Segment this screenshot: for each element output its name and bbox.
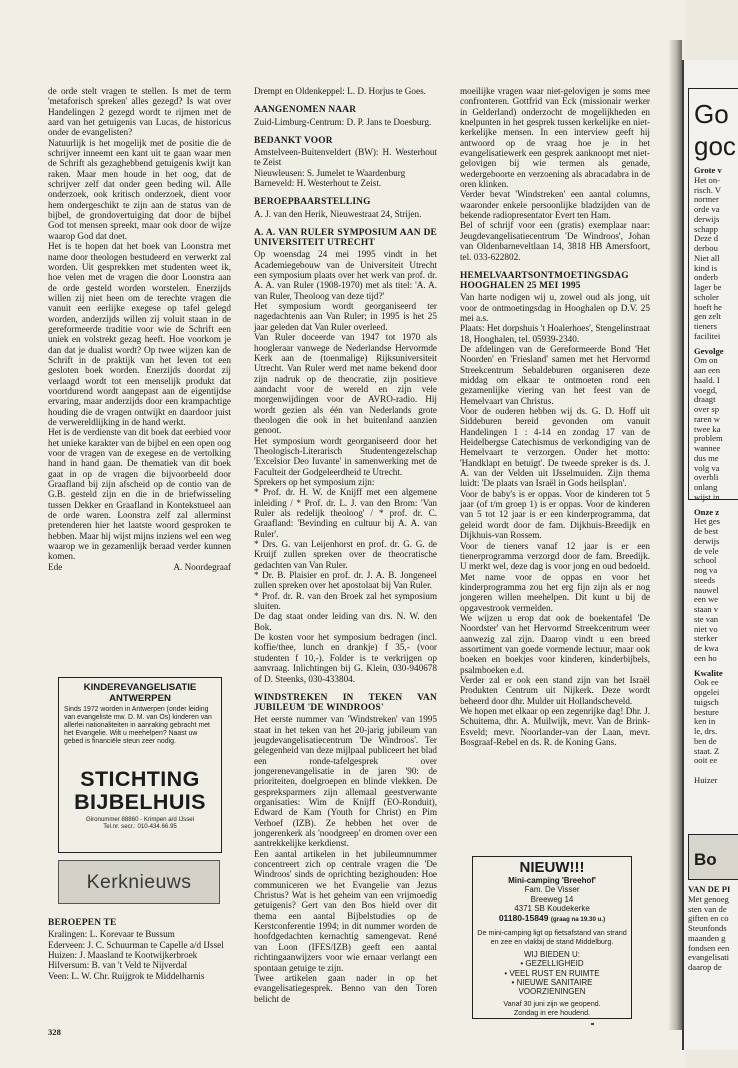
article-signature [48,562,231,572]
adjacent-line: gen zelt [694,311,721,322]
section-line: Een aantal artikelen in het jubileumnummer concentreert zich op centrale vragen die 'De Windroos' sinds de oprichting bezighouden: Hoe communiceren we het Evangelie van Jezus Christus? Wat is het geheim van een vrijmoedig getuigenis? Gert van den Bos hield over dit thema een aantal Bijbelstudies op de Kerstconferentie 1994; in dit nummer worden de hoofdgedachten kernachtig samengevat. René van Loon (IFES/IZB) geeft een aantal richtingaanwijzers voor wie ernaar verlangt een spontaan getuige te zijn. [254,848,437,973]
adjacent-subhead: Kwalite [694,667,723,678]
article-paragraph: Voor de ouderen hebben wij ds. G. D. Hoff uit Siddeburen bereid gevonden om vanuit Handelingen 1 : 4-14 en zondag 17 van de Heidelbergse Catechismus de verkondiging van de Hemelvaart te verzorgen. Onder het motto: 'Handklapt en betuigt'. De tweede spreker is ds. J. A. van der Velden uit IJsselmuiden. Zijn thema luidt: 'De plaats van Israël in Gods heilsplan'. [460,406,650,489]
ad-title-line2: ANTWERPEN [109,693,171,704]
page-number: 328 [48,1027,61,1037]
article-paragraph: Van harte nodigen wij u, zowel oud als jong, uit voor de ontmoetingsdag in Hooghalen op D.V. 25 mei a.s. [460,292,650,323]
section-line: Zuid-Limburg-Centrum: D. P. Jans te Doesburg. [254,116,432,127]
adjacent-line: Met genoeg [688,893,729,904]
signature-name: A. Noordegraaf [173,561,231,572]
article-paragraph: Verder bevat 'Windstreken' een aantal columns, waaronder enkele persoonlijke bladzijden van de bekende radiopresentator Evert ten Ham. [460,189,650,221]
adjacent-line: staan v [694,604,719,614]
adjacent-line: Het on- [694,174,721,185]
section-line: Op woensdag 24 mei 1995 vindt in het Academiegebouw van de Universiteit Utrecht een symposium plaats over het werk van prof. dr. A. A. van Ruler (1908-1970) met als titel: 'A. A. van Ruler, Theoloog van deze tijd?' [254,249,437,301]
adjacent-line: tieners [694,321,717,331]
adjacent-line: nauwel [694,584,719,595]
adjacent-page [682,60,738,1050]
adjacent-line: Huizer [694,775,718,785]
adjacent-line: sten van de [688,903,727,914]
section-line: Amstelveen-Buitenveldert (BW): H. Westerhout te Zeist [254,147,437,168]
adjacent-line: volg va [694,462,720,473]
adjacent-line: nog va [694,565,718,575]
adjacent-line: sterker [694,633,718,644]
ad-name-line1: STICHTING [80,767,200,792]
ad-offer-title: WIJ BIEDEN U: [523,950,580,959]
ad-name-line2: BIJBELHUIS [74,790,206,815]
adjacent-text [694,166,738,786]
ad-body: Sinds 1972 worden in Antwerpen (onder leiding van evangeliste mw. D. M. van Os) kinderen van allerlei nationaliteiten in aanraking gebracht met het Evangelie. Wilt u meehelpen? Naast uw gebed is financiële steun zeer nodig. [64,706,212,746]
adjacent-line: Om on [694,355,718,366]
adjacent-line: derwijs [694,213,720,224]
adjacent-line: voegd, [694,384,718,395]
adjacent-line: de kwa [694,643,719,653]
ad-address: Gironummer 88860 - Krimpen a/d IJssel [85,816,195,824]
beroepen-section [48,918,231,981]
beroepen-line: Veen: L. W. Chr. Ruijgrok te Middelharnis [48,970,205,981]
section-line: * Drs. G. van Leijenhorst en prof. dr. G. G. de Kruijf zullen spreken over de theocratische gedachten van Van Ruler. [254,539,437,570]
kerknieuws-banner [58,860,220,904]
adjacent-line: ooit ee [694,755,718,766]
ad-offer-item: • GEZELLIGHEID [520,959,584,969]
ad-title-line1: KINDEREVANGELISATIE [83,682,197,693]
beroepen-line: Kralingen: L. Korevaar te Bussum [48,929,175,940]
adjacent-line: Steunfonds [688,923,727,933]
section-heading: BEROEPEN TE [48,918,117,928]
ad-postcode: 4371 SB Koudekerke [514,903,590,913]
ad-name: Mini-camping 'Breehof' [508,876,596,885]
ad-text: De mini-camping ligt op fietsafstand van strand en zee en vlakbij de stand Middelburg. [477,928,627,946]
adjacent-line: steeds [694,574,716,585]
section-line: Sprekers op het symposium zijn: [254,476,375,487]
adjacent-line: scholer [694,291,719,302]
adjacent-line: lager be [694,282,722,292]
article-paragraph: Het is de verdienste van dit boek dat eerbied voor het unieke karakter van de bijbel en een open oog voor de vragen van de exegese en de vertolking hand in hand gaan. De thematiek van dit boek gaat in op de vragen die bijvoorbeeld door Graafland bij zijn afscheid op de contio van de G.B. gesteld zijn en die in de briefwisseling tussen Dekker en Graafland in Kontekstueel aan de orde waren. Loonstra zelf zal allerminst pretenderen hier het laatste woord gesproken te hebben. Maar hij wijst mijns inziens wel een weg waarop we in gezamenlijk beraad verder kunnen komen. [48,427,231,562]
article-paragraph: Het is te hopen dat het boek van Loonstra met name door theologen bestudeerd en verwerkt zal worden. Uit gesprekken met studenten weet ik, hoe velen met de vragen die door Loonstra aan de orde gesteld worden worstelen. Enerzijds willen zij niet heen om de terechte vragen die vanuit een eerlijke exegese op tafel gelegd worden, anderzijds willen zij voluit staan in de gereformeerde traditie voor wie de Schrift een uniek en volstrekt gezag heeft. Hoe voorkom je dan dat je dualist wordt? Op twee wijzen kan de Schrift in de praktijk van het leven tot een gesloten boek worden. Enerzijds doordat zij verlaagd wordt tot een menselijk produkt dat voortdurend wordt aangepast aan de eigentijdse ervaring, maar anderzijds door een krampachtige houding die de vragen ontwijkt en daardoor juist de verwereldlijking in de hand werkt. [48,241,231,427]
beroepen-line: Hilversum: B. van 't Veld te Nijverdal [48,960,188,971]
column-middle [254,86,437,1004]
adjacent-line: een we [694,594,719,605]
adjacent-line: fondsen een [688,942,730,953]
adjacent-line: kind is [694,262,718,273]
beroepen-line: Huizen: J. Maasland te Kootwijkerbroek [48,949,198,960]
adjacent-line: hoeft he [694,301,722,312]
ad-footer: Zondag in ere houdend. [513,1007,591,1017]
adjacent-heading-line1: Go [694,99,729,129]
adjacent-line: school [694,555,717,566]
adjacent-heading: Bo [694,850,717,869]
article-paragraph: de orde stelt vragen te stellen. Is met de term 'metaforisch spreken' alles gezegd? Is wat over Handelingen 2 gezegd wordt te rijmen met de aard van het getuigenis van Lucas, de historicus onder de evangelisten? [48,86,231,138]
article-paragraph: Bel of schrijf voor een (gratis) exemplaar naar: Jeugdevangelisatiecentrum 'De Windroos', Johan van Oldenbarneveltlaan 14, 3818 HB Amersfoort, tel. 033-622802. [460,220,650,262]
section-line: Twee artikelen gaan nader in op het evangelisatiegesprek. Benno van den Toren belicht de [254,972,437,1004]
adjacent-line: wannee [694,443,721,453]
adjacent-line: derwijs [694,535,720,546]
adjacent-line: normer [694,194,719,205]
column-left [48,86,231,572]
adjacent-line: orde va [694,204,720,214]
adjacent-line: schapp [694,223,718,234]
adjacent-line: le, drs. [694,726,718,736]
adjacent-line: onlang [694,482,718,492]
article-paragraph: Verder zal er ook een stand zijn van het Israël Produkten Centrum uit Nijkerk. Deze wordt beheerd door dhr. Mulder uit Hollandscheveld. [460,674,650,706]
signature-place: Ede [48,561,63,572]
article-paragraph: Voor de tieners vanaf 12 jaar is er een tienerprogramma verzorgd door de fam. Breedijk. U merkt wel, deze dag is voor jong en oud bedoeld. Met name voor de oppas en voor het kinderprogramma zou het erg fijn zijn als er nog jongeren willen meehelpen. Dit kunt u bij de opgavestrook vermelden. [460,540,650,613]
adjacent-line: haald. I [694,374,720,385]
article-paragraph: moeilijke vragen waar niet-gelovigen je soms mee confronteren. Gottfrid van Eck (missionair werker in Gelderland) onderzocht de mogelijkheden en knelpunten in het gesprek tussen kerkelijke en niet-kerkelijke mensen. In een interview geeft hij antwoord op de vraag hoe je in het evangelisatiewerk een gesprek aanknoopt met niet-gelovigen bij wie termen als genade, wedergeboorte en verzoening als abracadabra in de oren klinken. [460,86,650,190]
adjacent-line: een ho [694,652,717,663]
section-line: Het eerste nummer van 'Windstreken' van 1995 staat in het teken van het 20-jarig jubileum van jeugdevangelisatiecentrum 'De Windroos'. Ter gelegenheid van deze mijlpaal publiceert het blad een ronde-tafelgesprek over jongerenevangelisatie in de jaren '90: de prioriteiten, doelgroepen en blinde vlekken. De gespreksparmers zijn allemaal geestverwante organisaties: Wim de Knijff (EO-Ronduit), Edward de Kam (Youth for Christ) en Pim Verhoef (IZB). Ze hebben het over de jongerenkerk als 'noodgreep' en dromen over een aantrekkelijke kerkdienst. [254,714,437,849]
adjacent-line: problem [694,433,723,444]
section-line: De dag staat onder leiding van drs. N. W. den Bok. [254,611,437,632]
adjacent-line: dus me [694,452,719,463]
beroepen-line: Ederveen: J. C. Schuurman te Capelle a/d IJssel [48,939,224,950]
section-line: Van Ruler doceerde van 1947 tot 1970 als hoogleraar vanwege de Nederlandse Hervormde Kerk aan de (toenmalige) Rijksuniversiteit Utrecht. Van Ruler werd met name bekend door zijn nadruk op de theocratie, zijn positieve aandacht voor de wereld en zijn vele morgenwijdingen voor de AVRO-radio. Hij wordt gezien als één van Nederlands grote theologen die ook in het buitenland aanzien genoot. [254,332,437,436]
adjacent-line: risch. V [694,184,722,195]
adjacent-subhead: VAN DE PI [688,884,731,894]
adjacent-line: maanden g [688,932,726,943]
adjacent-line: ste van [694,613,719,624]
adjacent-line: wijst in [694,491,720,502]
adjacent-line: opgelei [694,687,720,697]
section-line: Barneveld: H. Westerhout te Zeist. [254,178,382,189]
section-heading: HEMELVAARTSONTMOETINGSDAG HOOGHALEN 25 MEI 1995 [460,270,629,292]
section-line: A. J. van den Herik, Nieuwestraat 24, Strijen. [254,208,422,219]
ad-offer-item: VOORZIENINGEN [518,987,586,997]
adjacent-line: over sp [694,404,720,414]
ad-phone [477,913,627,925]
adjacent-line: de vele [694,545,719,556]
adjacent-heading-line2: goc [694,131,736,161]
adjacent-line: ken in [694,716,716,727]
mini-camping-ad [472,856,632,1019]
ad-offer-item: • NIEUWE SANITAIRE [511,977,593,987]
adjacent-line: evangelisati [688,952,730,963]
adjacent-line: facilitei [694,330,721,341]
section-heading: BEDANKT VOOR [254,135,333,146]
ad-offer-item: • VEEL RUST EN RUIMTE [504,968,600,978]
adjacent-line: besture [694,706,719,717]
section-heading: AANGENOMEN NAAR [254,105,357,116]
section-line: Het symposium wordt georganiseerd door het Theologisch-Literarisch Studentengezelschap 'Excelsior Deo Iuvante' in samenwerking met de Faculteit der Godgeleerdheid te Utrecht. [254,435,437,477]
adjacent-line: twee ka [694,423,721,434]
adjacent-subhead: Grote v [694,165,722,175]
adjacent-line: de best [694,526,719,536]
ad-phone-note: (graag na 19.30 u.) [550,916,606,924]
section-heading: BEROEPBAARSTELLING [254,197,371,208]
section-line: * Prof. dr. R. van den Broek zal het symposium sluiten. [254,590,437,612]
adjacent-line: Deze d [694,233,719,244]
page-fold [668,40,682,1030]
adjacent-line: Ook ee [694,677,719,688]
article-paragraph: We hopen met elkaar op een zegenrijke dag! Dhr. J. Schuitema, dhr. A. Muilwijk, mevr. Van de Brink-Esveld; mevr. Noorlander-van der Laan, mevr. Bosgraaf-Rebel en ds. R. de Koning Gans. [460,706,650,748]
adjacent-line: tuigsch [694,696,719,707]
ad-phone: Tel.nr. secr.: 010-434.66.95 [103,823,177,831]
ad-street: Breeweg 14 [530,894,574,904]
adjacent-line: ben de [694,735,717,746]
adjacent-line: draagt [694,394,716,405]
adjacent-line: niet vo [694,623,718,634]
ad-footer: Vanaf 30 juni zijn we geopend. [503,999,601,1009]
kerknieuws-label: Kerknieuws [86,870,192,893]
article-paragraph: Voor de baby's is er oppas. Voor de kinderen tot 5 jaar (of t/m groep 1) is er oppas. Voor de kinderen van 5 tot 12 jaar is er een kinderprogramma, dat geleid wordt door de fam. Dijkhuis-Breedijk en Dijkhuis-van Rossem. [460,488,650,541]
adjacent-line: aan een [694,365,720,375]
section-heading: A. A. VAN RULER SYMPOSIUM AAN DE UNIVERSITEIT UTRECHT [254,228,437,249]
adjacent-line: Niet all [694,252,720,263]
ad-family: Fam. De Visser [524,885,580,895]
adjacent-line: Het ges [694,516,721,527]
section-line: Het symposium wordt georganiseerd ter nagedachtenis aan Van Ruler; in 1995 is het 25 jaar geleden dat Van Ruler overleed. [254,301,437,332]
adjacent-subhead: Onze z [694,506,720,517]
adjacent-line: daarop de [688,962,722,972]
section-line: Nieuwleusen: S. Jumelet te Waardenburg [254,167,406,178]
adjacent-text [688,885,738,973]
article-paragraph: De afdelingen van de Gereformeerde Bond 'Het Noorden' en 'Friesland' samen met het Hervormd Streekcentrum Sebaldeburen organiseren deze middag om elkaar te ontmoeten rond een gezamenlijke viering van het feest van de Hemelvaart van Christus. [460,343,650,406]
adjacent-line: raren w [694,413,721,424]
adjacent-line: onderb [694,272,718,283]
adjacent-subhead: Gevolge [694,345,724,356]
adjacent-line: overbli [694,472,719,483]
ad-headline: NIEUW!!! [519,859,585,876]
column-right [460,86,650,747]
article-paragraph: Plaats: Het dorpshuis 't Hoalerhoes', Stengelinstraat 18, Hooghalen, tel. 05939-2340. [460,323,650,344]
section-heading: WINDSTREKEN IN TEKEN VAN JUBILEUM 'DE WINDROOS' [254,692,437,714]
adjacent-line: staat. Z [694,745,720,756]
article-paragraph: Natuurlijk is het mogelijk met de positie die de schrijver inneemt een kant uit te gaan waar men de Schrift als gezaghebbend getuigenis kwijt kan raken. Maar men houde in het oog, dat de schrijver zelf dat onder geen beding wil. Alle onderzoek, ook kritisch onderzoek, dient voor hem ondergeschikt te zijn aan de status van de bijbel, de grondovertuiging dat door de bijbel God tot mensen spreekt, maar ook door de wijze waarop God dat doet. [48,137,231,241]
adjacent-line: giften en co [688,913,729,924]
section-line: De kosten voor het symposium bedragen (incl. koffie/thee, lunch en drankje) f 35,- (voor studenten f 10,-). Folder is te verkrijgen op aanvraag. Inlichtingen bij G. Klein, 030-940678 of D. Steenks, 030-433804. [254,632,437,684]
article-paragraph: We wijzen u erop dat ook de boekentafel 'De Noordster' van het Hervormd Streekcentrum weer aanwezig zal zijn. Daarop vindt u een breed assortiment van goede vormende lectuur, maar ook boeken en boekjes voor kinderen, kinderbijbels, psalmboeken e.d. [460,612,650,675]
ad-phone-number: 01180-15849 [498,913,549,924]
adjacent-line: derbou [694,243,718,253]
stichting-bijbelhuis-ad [58,677,222,853]
print-speck [591,1023,594,1025]
section-line: * Dr. B. Plaisier en prof. dr. J. A. B. Jongeneel zullen spreken over het apostolaat bij Van Ruler. [254,570,437,591]
intro-line: Drempt en Oldenkeppel: L. D. Horjus te Goes. [254,86,426,96]
section-line: * Prof. dr. H. W. de Knijff met een algemene inleiding / * Prof. dr. L. J. van den Brom: 'Van Ruler als redelijk theoloog' / * prof. dr. C. Graafland: 'Bevinding en cultuur bij A. A. van Ruler'. [254,487,437,539]
